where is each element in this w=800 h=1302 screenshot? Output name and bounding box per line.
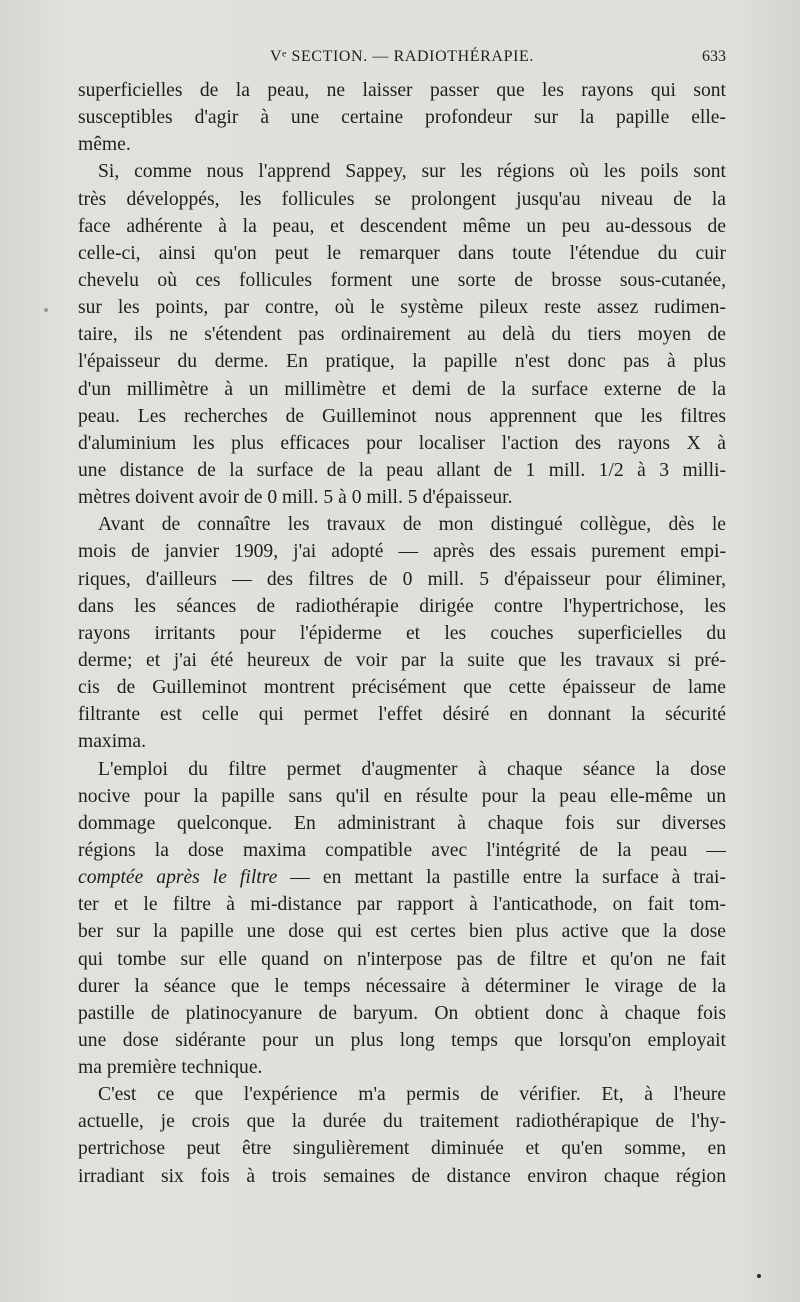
paragraph-start-line: Avant de connaître les travaux de mon distingué collègue, dès le [98,514,726,536]
text-line-with-italic: comptée après le filtre — en mettant la pastille entre la surface à trai- [78,867,726,889]
text-line: mois de janvier 1909, j'ai adopté — après des essais purement empi- [78,541,726,563]
paragraph-start-line: C'est ce que l'expérience m'a permis de vérifier. Et, à l'heure [98,1084,726,1106]
page-number: 633 [702,48,726,65]
section-title: Vᵉ SECTION. — RADIOTHÉRAPIE. [269,48,534,65]
ink-dot [757,1274,761,1278]
text-line: nocive pour la papille sans qu'il en résulte pour la peau elle-même un [78,785,726,807]
text-line: sur les points, par contre, où le système pileux reste assez rudimen- [78,297,726,319]
paragraph-start-line: L'emploi du filtre permet d'augmenter à chaque séance la dose [98,758,726,780]
text-line: même. [78,134,131,156]
text-line: susceptibles d'agir à une certaine profondeur sur la papille elle- [78,107,726,129]
text-line: derme; et j'ai été heureux de voir par la suite que les travaux si pré- [78,649,726,671]
text-line: mètres doivent avoir de 0 mill. 5 à 0 mill. 5 d'épaisseur. [78,487,513,509]
paper-speck [44,308,48,312]
text-line: l'épaisseur du derme. En pratique, la papille n'est donc pas à plus [78,351,726,373]
text-line: superficielles de la peau, ne laisser passer que les rayons qui sont [78,80,726,101]
text-line: régions la dose maxima compatible avec l'intégrité de la peau — [78,839,726,861]
text-line: une distance de la surface de la peau allant de 1 mill. 1/2 à 3 milli- [78,459,726,481]
text-line: ber sur la papille une dose qui est certes bien plus active que la dose [78,921,726,943]
text-line: d'un millimètre à un millimètre et demi de la surface externe de la [78,378,726,400]
text-line: face adhérente à la peau, et descendent même un peu au-dessous de [78,215,726,237]
text-line: peau. Les recherches de Guilleminot nous apprennent que les filtres [78,405,726,427]
text-line-remainder: en mettant la pastille entre la surface à trai- [322,867,726,889]
text-line: d'aluminium les plus efficaces pour localiser l'action des rayons X à [78,432,726,454]
text-line: pastille de platinocyanure de baryum. On obtient donc à chaque fois [78,1002,726,1024]
text-line: riques, d'ailleurs — des filtres de 0 mill. 5 d'épaisseur pour éliminer, [78,568,726,590]
text-line: maxima. [78,731,147,753]
text-line: dommage quelconque. En administrant à chaque fois sur diverses [78,812,726,834]
text-line: pertrichose peut être singulièrement diminuée et qu'en somme, en [78,1138,726,1160]
text-line: qui tombe sur elle quand on n'interpose pas de filtre et qu'on ne fait [78,948,726,970]
text-line: filtrante est celle qui permet l'effet désiré en donnant la sécurité [78,704,726,726]
text-line: dans les séances de radiothérapie dirigée contre l'hypertrichose, les [78,595,726,617]
text-line: une dose sidérante pour un plus long temps que lorsqu'on employait [78,1029,726,1051]
text-line: ter et le filtre à mi-distance par rapport à l'anticathode, on fait tom- [78,894,726,916]
text-line: taire, ils ne s'étendent pas ordinairement au delà du tiers moyen de [78,324,726,346]
text-line: actuelle, je crois que la durée du traitement radiothérapique de l'hy- [78,1111,726,1133]
paragraph-start-line: Si, comme nous l'apprend Sappey, sur les régions où les poils sont [98,161,726,183]
text-line: rayons irritants pour l'épiderme et les couches superficielles du [78,622,726,644]
text-line: chevelu où ces follicules forment une sorte de brosse sous-cutanée, [78,269,726,291]
italic-phrase: comptée après le filtre [78,867,278,889]
text-line: celle-ci, ainsi qu'on peut le remarquer dans toute l'étendue du cuir [78,242,726,264]
text-line: ma première technique. [78,1057,263,1079]
running-header [78,44,726,72]
text-line: cis de Guilleminot montrent précisément que cette épaisseur de lame [78,677,726,699]
body-text [78,77,726,1190]
text-line: irradiant six fois à trois semaines de distance environ chaque région [78,1165,726,1187]
text-line: très développés, les follicules se prolongent jusqu'au niveau de la [78,188,726,210]
text-line: durer la séance que le temps nécessaire à déterminer le virage de la [78,975,726,997]
